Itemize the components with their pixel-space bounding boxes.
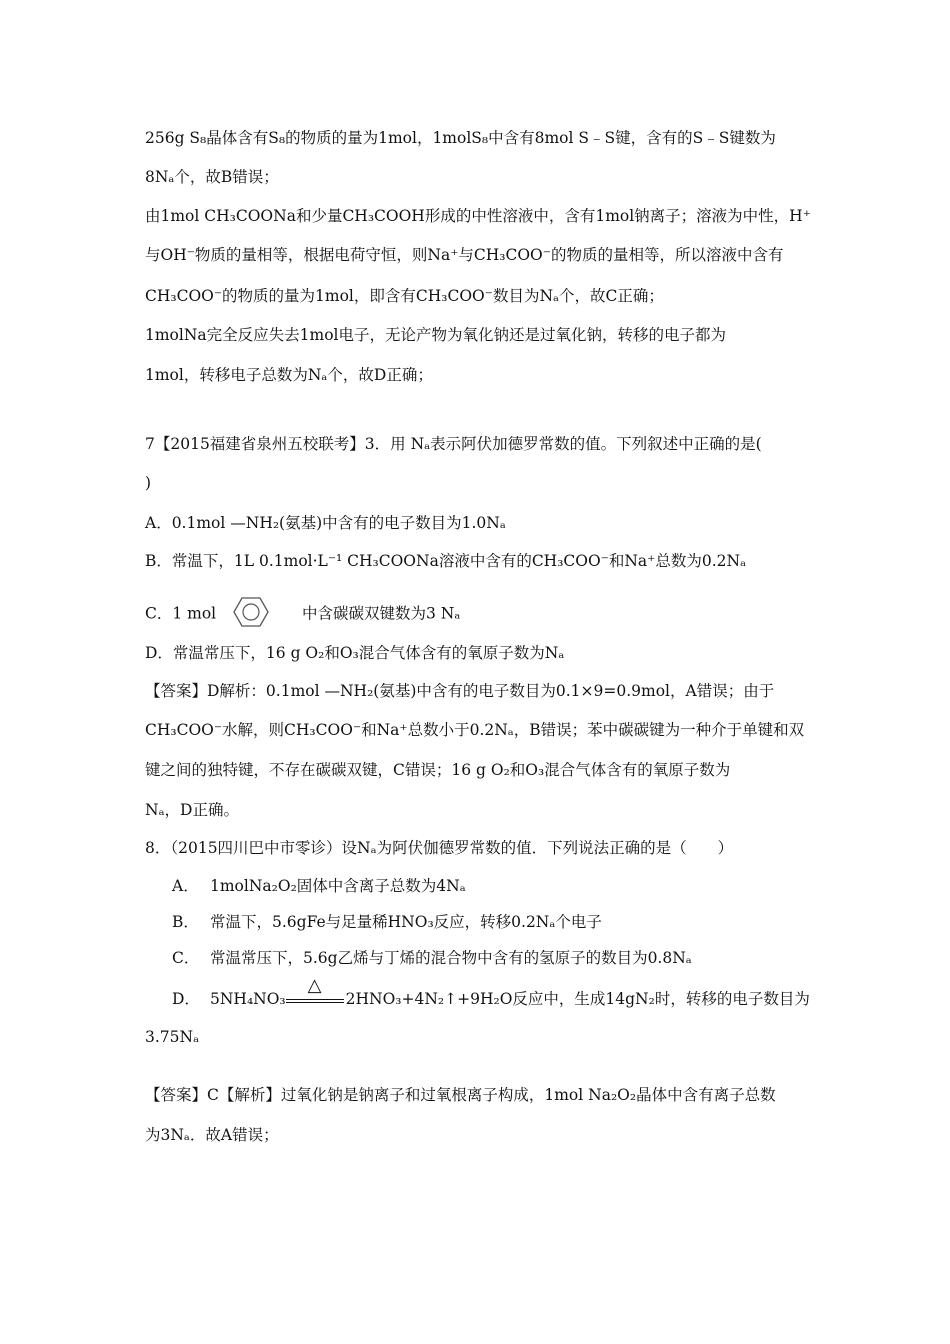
text-line: 256g S₈晶体含有S₈的物质的量为1mol，1molS₈中含有8mol S﹣S键，含有的S﹣S键数为 [145,129,776,147]
option-b: 常温下，5.6gFe与足量稀HNO₃反应，转移0.2Nₐ个电子 [210,913,602,931]
option-d-letter: D． [172,990,200,1008]
answer-line: 【答案】C【解析】过氧化钠是钠离子和过氧根离子构成，1mol Na₂O₂晶体中含有离子总数 [145,1086,776,1104]
heating-arrow-icon [286,975,346,1010]
text-line: 1mol，转移电子总数为Nₐ个，故D正确； [145,366,433,384]
question-stem: ) [145,474,152,492]
option-c-suffix: 中含碳碳双键数为3 Nₐ [302,604,461,623]
text-line: 由1mol CH₃COONa和少量CH₃COOH形成的中性溶液中，含有1mol钠离子；溶液为中性，H⁺ [145,207,811,225]
option-b: B．常温下，1L 0.1mol·L⁻¹ CH₃COONa溶液中含有的CH₃COO⁻和Na⁺总数为0.2Nₐ [145,552,747,570]
option-d [210,975,810,1010]
text-line: CH₃COO⁻的物质的量为1mol，即含有CH₃COO⁻数目为Nₐ个，故C正确； [145,287,664,305]
option-c: 常温常压下，5.6g乙烯与丁烯的混合物中含有的氢原子的数目为0.8Nₐ [210,949,692,967]
text-line: 1molNa完全反应失去1mol电子，无论产物为氧化钠还是过氧化钠，转移的电子都为 [145,326,727,344]
text-line: 与OH⁻物质的量相等，根据电荷守恒，则Na⁺与CH₃COO⁻的物质的量相等，所以溶液中含有 [145,246,784,264]
option-a: A．0.1mol —NH₂(氨基)中含有的电子数目为1.0Nₐ [145,514,506,532]
answer-line: 为3Nₐ．故A错误； [145,1126,279,1144]
option-c [145,596,460,633]
option-c-prefix: C．1 mol [145,604,217,623]
answer-line: 键之间的独特键，不存在碳碳双键，C错误；16 g O₂和O₃混合气体含有的氧原子数为 [145,761,731,779]
heat-symbol: △ [307,975,322,996]
option-b-letter: B． [172,913,199,931]
question-stem: 7【2015福建省泉州五校联考】3．用 Nₐ表示阿伏加德罗常数的值。下列叙述中正确的是( [145,435,762,453]
benzene-ring-icon [233,596,269,633]
products: 2HNO₃+4N₂↑+9H₂O反应中，生成14gN₂时，转移的电子数目为 [345,990,810,1008]
answer-line: CH₃COO⁻水解，则CH₃COO⁻和Na⁺总数小于0.2Nₐ，B错误；苯中碳碳键为一种介于单键和双 [145,721,805,739]
option-d: D．常温常压下，16 g O₂和O₃混合气体含有的氧原子数为Nₐ [145,644,565,662]
option-a: 1molNa₂O₂固体中含离子总数为4Nₐ [210,877,466,895]
reactant: 5NH₄NO₃ [210,990,286,1008]
option-d-continued: 3.75Nₐ [145,1028,200,1046]
answer-line: Nₐ，D正确。 [145,801,239,819]
option-a-letter: A． [172,877,199,895]
option-c-letter: C． [172,949,200,967]
text-line: 8Nₐ个，故B错误； [145,168,279,186]
answer-line: 【答案】D解析：0.1mol —NH₂(氨基)中含有的电子数目为0.1×9=0.9mol，A错误；由于 [145,682,775,700]
question-stem: 8．（2015四川巴中市零诊）设Nₐ为阿伏伽德罗常数的值．下列说法正确的是（ ） [145,839,734,857]
